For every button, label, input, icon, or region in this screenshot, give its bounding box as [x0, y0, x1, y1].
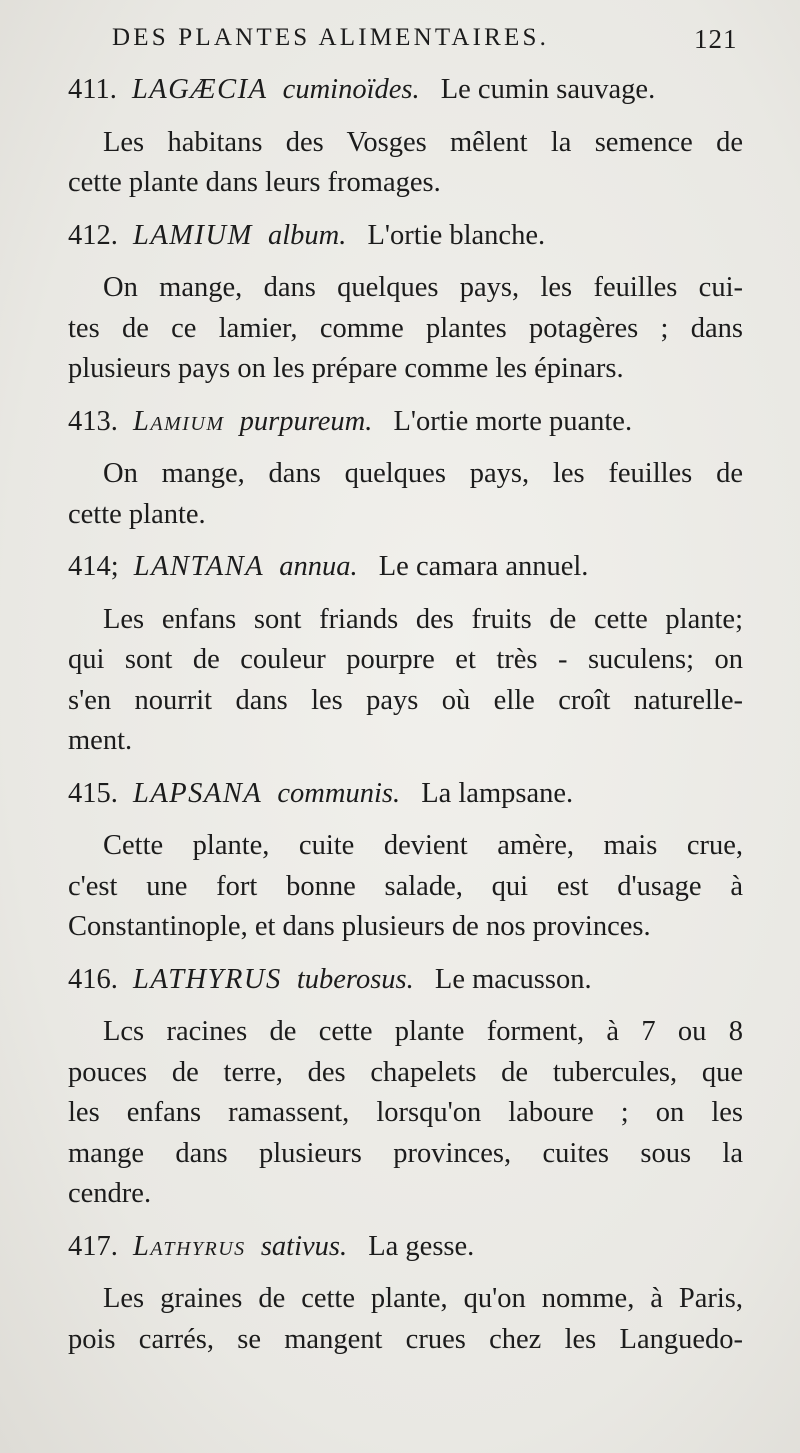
text-line: Les graines de cette plante, qu'on nomme, à Paris,: [103, 1283, 743, 1314]
entry-description-417: [33, 1279, 743, 1360]
text-line: mange dans plusieurs provinces, cuites sous la: [68, 1137, 743, 1169]
running-head-title: DES PLANTES ALIMENTAIRES.: [112, 24, 550, 51]
text-line: cette plante dans leurs fromages.: [68, 167, 441, 198]
entry-number: 417.: [68, 1230, 118, 1262]
text-line: qui sont de couleur pourpre et très - suculens; on: [68, 644, 743, 675]
entry-description-414: [33, 600, 743, 762]
entry-heading-411: [33, 70, 743, 111]
text-line: Lcs racines de cette plante forment, à 7 ou 8: [103, 1016, 743, 1047]
species-name: cuminoïdes.: [282, 74, 420, 105]
text-line: tes de ce lamier, comme plantes potagères ; dans: [68, 312, 743, 344]
text-line: Les enfans sont friands des fruits de cette plante;: [103, 603, 743, 635]
common-name: La lampsane.: [421, 777, 574, 809]
species-name: tuberosus.: [296, 963, 414, 995]
entry-heading-413: [33, 402, 743, 443]
entry-description-416: [33, 1012, 743, 1215]
text-line: plusieurs pays on les prépare comme les épinars.: [68, 353, 624, 384]
entry-heading-414: [33, 547, 743, 588]
genus-name: LAMIUM: [133, 219, 253, 251]
entry-description-413: [33, 454, 743, 535]
entry-number: 416.: [68, 963, 118, 995]
text-line: les enfans ramassent, lorsqu'on laboure ; on les: [68, 1097, 743, 1128]
genus-name: LANTANA: [133, 551, 265, 582]
species-name: purpureum.: [239, 405, 373, 437]
entry-description-411: [33, 123, 743, 204]
common-name: L'ortie morte puante.: [393, 405, 633, 437]
entry-heading-415: [33, 774, 743, 815]
genus-name: Lamium: [133, 405, 225, 437]
text-line: Cette plante, cuite devient amère, mais crue,: [103, 830, 743, 861]
text-line: c'est une fort bonne salade, qui est d'usage à: [68, 870, 743, 902]
text-line: On mange, dans quelques pays, les feuilles cui-: [103, 272, 743, 303]
species-name: communis.: [277, 777, 401, 809]
entry-number: 411.: [68, 74, 117, 105]
common-name: Le camara annuel.: [378, 551, 589, 582]
species-name: album.: [267, 219, 347, 251]
common-name: Le cumin sauvage.: [440, 74, 656, 105]
text-line: cendre.: [68, 1178, 152, 1209]
entry-number: 413.: [68, 405, 118, 437]
text-line: s'en nourrit dans les pays où elle croît naturelle-: [68, 684, 743, 716]
entry-description-412: [33, 268, 743, 390]
body-text: [33, 70, 743, 1372]
text-line: pois carrés, se mangent crues chez les Languedo-: [68, 1323, 743, 1355]
common-name: Le macusson.: [434, 963, 592, 995]
entry-heading-417: [33, 1227, 743, 1268]
text-line: ment.: [68, 725, 133, 756]
common-name: La gesse.: [368, 1230, 475, 1262]
text-line: pouces de terre, des chapelets de tubercules, que: [68, 1056, 743, 1088]
entry-heading-412: [33, 216, 743, 257]
text-line: cette plante.: [68, 498, 206, 530]
species-name: sativus.: [260, 1230, 348, 1262]
genus-name: LATHYRUS: [133, 963, 282, 995]
entry-number: 414;: [68, 551, 119, 582]
species-name: annua.: [279, 551, 358, 582]
text-line: Les habitans des Vosges mêlent la semence de: [103, 126, 743, 158]
genus-name: LAGÆCIA: [131, 74, 268, 105]
running-head: [0, 24, 800, 64]
genus-name: LAPSANA: [133, 777, 263, 809]
entry-description-415: [33, 826, 743, 948]
entry-number: 415.: [68, 777, 118, 809]
genus-name: Lathyrus: [133, 1230, 246, 1262]
text-line: On mange, dans quelques pays, les feuilles de: [103, 458, 743, 489]
common-name: L'ortie blanche.: [367, 219, 546, 251]
page-number: 121: [694, 24, 738, 54]
entry-heading-416: [33, 960, 743, 1001]
text-line: Constantinople, et dans plusieurs de nos provinces.: [68, 911, 651, 942]
entry-number: 412.: [68, 219, 118, 251]
